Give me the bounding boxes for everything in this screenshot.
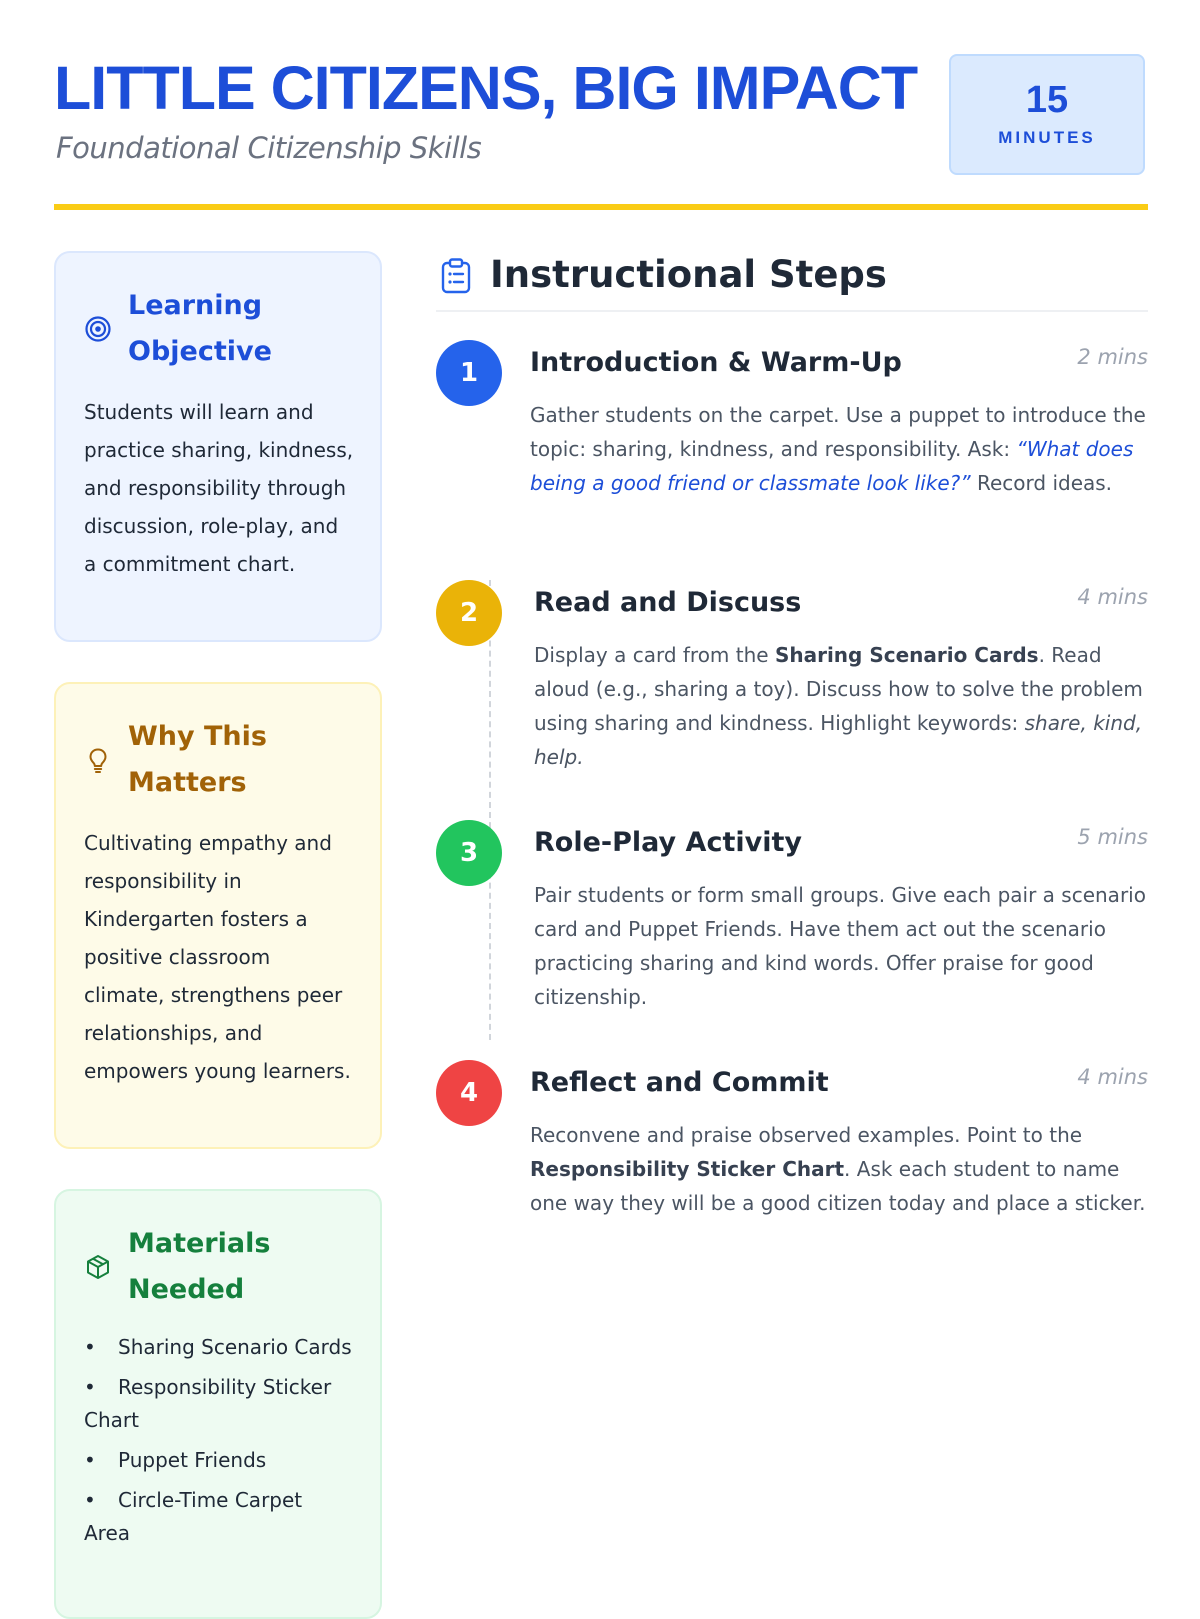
bullet: • — [84, 1448, 96, 1472]
header-divider — [54, 204, 1148, 210]
card-title-line: Learning — [128, 290, 263, 321]
step-number: 2 — [436, 580, 502, 646]
desc-text: Reconvene and praise observed examples. Point to the — [530, 1123, 1083, 1147]
materials-needed-card — [54, 1189, 382, 1619]
bullet: • — [84, 1335, 96, 1359]
lesson-header — [54, 52, 1148, 210]
card-header — [84, 283, 354, 375]
step-item — [436, 1060, 1148, 1250]
step-item — [436, 340, 1148, 530]
list-item — [84, 1484, 354, 1550]
desc-bold: Sharing Scenario Cards — [774, 643, 1039, 667]
list-item — [84, 1371, 354, 1437]
bullet: • — [84, 1488, 96, 1512]
why-this-matters-card — [54, 682, 382, 1149]
desc-keywords: share, kind, help. — [534, 711, 1143, 769]
desc-quote: “What does being a good friend or classmate look like?” — [530, 437, 1134, 495]
material-label: Puppet Friends — [118, 1448, 267, 1472]
material-label: Responsibility Sticker Chart — [84, 1375, 332, 1432]
page-subtitle: Foundational Citizenship Skills — [56, 131, 482, 165]
page-title: LITTLE CITIZENS, BIG IMPACT — [54, 54, 918, 122]
material-label: Circle-Time Carpet Area — [84, 1488, 303, 1545]
box-icon — [84, 1253, 112, 1281]
clipboard-icon — [440, 258, 472, 294]
step-item — [436, 820, 1148, 1010]
duration-value: 15 — [1025, 79, 1069, 121]
step-duration: 4 mins — [1077, 1065, 1148, 1089]
card-header — [84, 714, 354, 806]
step-duration: 5 mins — [1077, 825, 1148, 849]
duration-unit: MINUTES — [998, 128, 1096, 147]
desc-text: . Ask each student to name one way they will be a good citizen today and place a sticker. — [530, 1157, 1146, 1215]
desc-bold: Responsibility Sticker Chart — [530, 1157, 845, 1181]
step-description — [530, 398, 1148, 500]
list-item — [84, 1444, 354, 1477]
step-item — [436, 580, 1148, 770]
step-number: 4 — [436, 1060, 502, 1126]
card-title-line: Needed — [128, 1274, 245, 1305]
card-title-line: Objective — [128, 336, 272, 367]
step-number: 1 — [436, 340, 502, 406]
step-duration: 2 mins — [1077, 345, 1148, 369]
objective-text: Students will learn and practice sharing, kindness, and responsibility through discussion, role-play, and a commitment chart. — [84, 400, 354, 576]
bullet: • — [84, 1375, 96, 1399]
step-description — [530, 1118, 1148, 1220]
step-title: Introduction & Warm-Up — [530, 347, 902, 378]
lightbulb-icon — [84, 746, 112, 774]
step-number: 3 — [436, 820, 502, 886]
material-label: Sharing Scenario Cards — [118, 1335, 352, 1359]
card-title-line: Matters — [128, 767, 247, 798]
section-title: Instructional Steps — [490, 253, 887, 296]
instructional-steps-header — [436, 252, 1148, 312]
card-header — [84, 1221, 354, 1313]
desc-text: Record ideas. — [970, 471, 1113, 495]
learning-objective-card — [54, 251, 382, 642]
target-icon — [84, 315, 112, 343]
materials-list — [84, 1331, 354, 1550]
desc-text: Gather students on the carpet. Use a puppet to introduce the topic: sharing, kindness, and responsibility. Ask: — [530, 403, 1146, 461]
step-duration: 4 mins — [1077, 585, 1148, 609]
desc-text: Display a card from the — [534, 643, 775, 667]
card-title-line: Why This — [128, 721, 267, 752]
duration-badge — [949, 54, 1145, 175]
step-title: Role-Play Activity — [534, 827, 802, 858]
step-description: Pair students or form small groups. Give each pair a scenario card and Puppet Friends. Have them act out the scenario practicing sharing and kind words. Offer praise for good citizenship. — [534, 883, 1146, 1009]
desc-text: . Read aloud (e.g., sharing a toy). Discuss how to solve the problem using sharing and kindness. Highlight keywords: — [534, 643, 1143, 735]
step-title: Reflect and Commit — [530, 1067, 829, 1098]
list-item — [84, 1331, 354, 1364]
card-title-line: Materials — [128, 1228, 271, 1259]
why-text: Cultivating empathy and responsibility in Kindergarten fosters a positive classroom climate, strengthens peer relationships, and empowers young learners. — [84, 831, 351, 1083]
step-description — [534, 638, 1148, 774]
step-title: Read and Discuss — [534, 587, 802, 618]
